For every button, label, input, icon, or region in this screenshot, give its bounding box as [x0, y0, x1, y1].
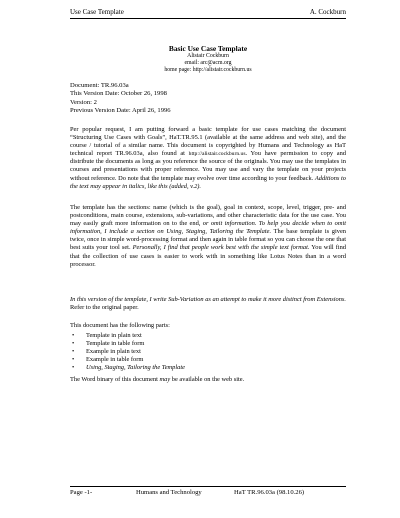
document-number: Document: TR.96.03a — [70, 82, 129, 89]
list-item — [70, 332, 346, 340]
version-note-text: Refer to the original paper. — [70, 304, 139, 312]
header-author: A. Cockburn — [309, 8, 346, 16]
sections-text-b: The base template is given twice, once in simple word-processing format and then again in table format so you can choose the one that best suits your tool set. — [70, 228, 346, 252]
author-block — [70, 53, 346, 74]
header-title: Use Case Template — [70, 8, 124, 16]
intro-paragraph — [70, 126, 346, 191]
list-item-label: Using, Staging, Tailoring the Template — [86, 364, 185, 372]
header-rule — [70, 18, 346, 19]
bullet: • — [72, 364, 75, 372]
list-item — [70, 356, 346, 364]
sections-paragraph — [70, 204, 346, 269]
document-title: Basic Use Case Template — [168, 44, 248, 53]
list-item — [70, 340, 346, 348]
list-item — [70, 364, 346, 372]
intro-text-a: Per popular request, I am putting forward a basic template for use cases matching the document “Structuring Use Cases with Goals”, HaT.TR.95.1 (available at the same address and web site), and the course / tutorial of a similar name. This document is copyrighted by Humans and Technology as HaT technical report TR.96.03a, also found at — [70, 126, 346, 158]
word-binary-text-a: The Word binary of this document — [70, 376, 160, 383]
author-homepage: home page: http://alistair.cockburn.us — [164, 67, 252, 73]
author-name: Alistair Cockburn — [187, 53, 229, 59]
word-binary-note — [70, 376, 346, 384]
list-item-label: Example in plain text — [86, 348, 141, 356]
footer-page-number: Page -1- — [70, 489, 93, 496]
version-note-paragraph — [70, 296, 346, 312]
footer-report-ref: HaT TR.96.03a (98.10.26) — [234, 489, 305, 496]
version-note-italic: In this version of the template, I write Sub-Variation as an attempt to make it more distinct from Extensions. — [70, 296, 346, 303]
footer-organization: Humans and Technology — [136, 489, 202, 496]
list-item-label: Example in table form — [86, 356, 144, 364]
sections-italic-a: or omit information. To help you decide when to omit information, I include a section on Using, Staging, Tailoring the Template. — [70, 220, 346, 236]
parts-intro: This document has the following parts: — [70, 322, 170, 329]
this-version-date: This Version Date: October 26, 1998 — [70, 90, 167, 98]
intro-text-b: . You have permission to copy and distribute the documents as long as you reference the source of the originals. You may use the templates in courses and presentations with proper reference. You may use and vary the template on your projects without reference. Do note that the template may evolve over time according to your feedback. — [70, 150, 347, 182]
sections-text-a: The template has the sections: name (which is the goal), goal in context, scope, level, trigger, pre- and postconditions, main course, extensions, sub-variations, and other characteristic data for the use case. You may easily graft more information on to the end, — [70, 204, 346, 228]
document-info — [70, 82, 346, 116]
version-number: Version: 2 — [70, 98, 97, 106]
word-binary-italic: may — [159, 376, 171, 383]
bullet: • — [72, 348, 75, 356]
sections-text-c: You will find that the collection of use cases is easier to work with in something like Lotus Notes than in a word processor. — [70, 244, 346, 268]
list-item-label: Template in table form — [86, 340, 145, 348]
bullet: • — [72, 332, 75, 339]
parts-list — [70, 332, 346, 372]
bullet: • — [72, 356, 75, 364]
footer-rule — [70, 486, 346, 487]
list-item — [70, 348, 346, 356]
bullet: • — [72, 340, 75, 348]
sections-italic-b: Personally, I find that people work best with the simple text format. — [132, 244, 310, 252]
intro-url: http://alistair.cockburn.us — [188, 151, 246, 158]
author-email: email: arc@acm.org — [184, 60, 232, 66]
previous-version-date: Previous Version Date: April 26, 1996 — [70, 107, 171, 115]
list-item-label: Template in plain text — [86, 332, 142, 339]
intro-italic-note: Additions to the text may appear in italics, like this (added, v.2). — [70, 174, 346, 190]
word-binary-text-b: be available on the web site. — [170, 376, 245, 383]
